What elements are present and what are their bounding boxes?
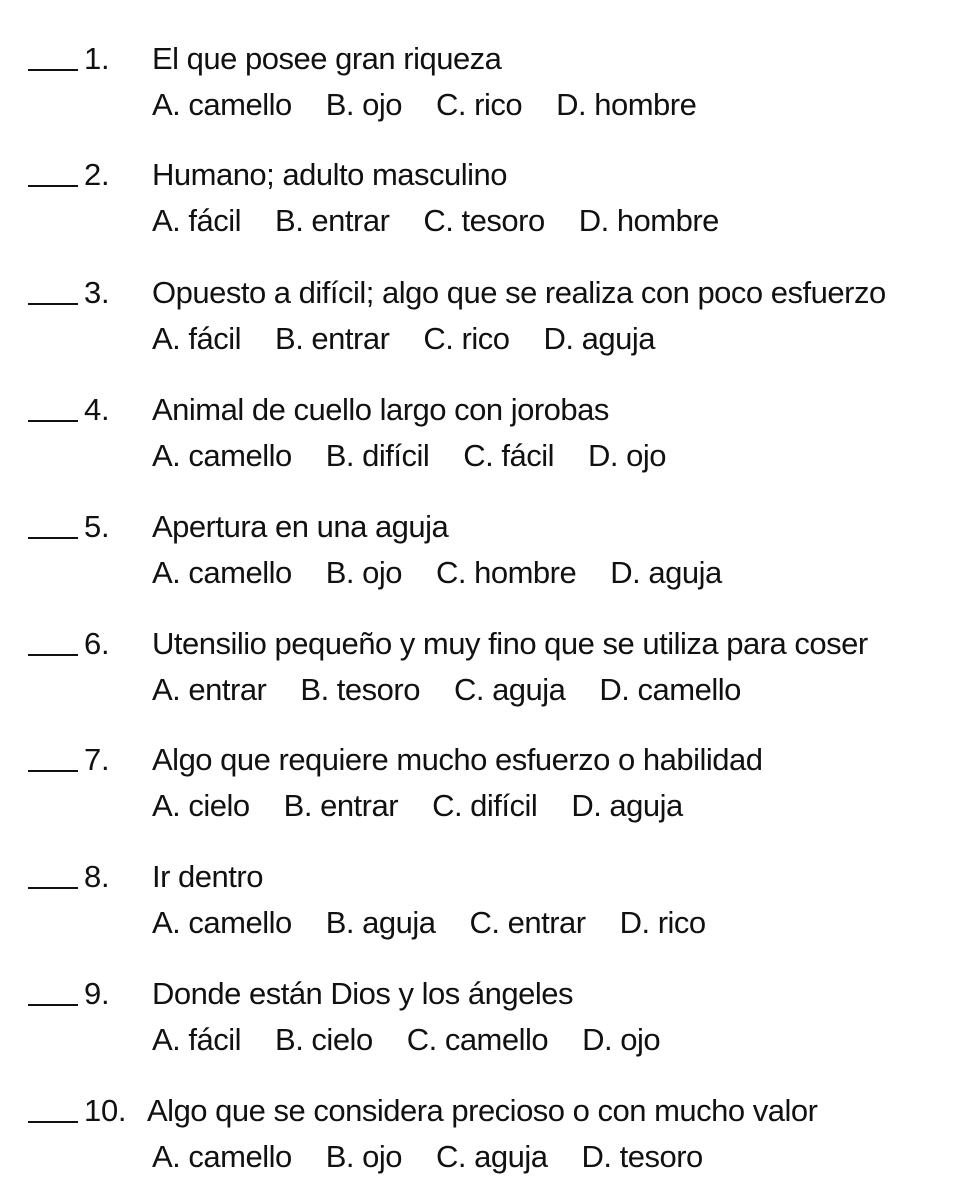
- question-number: 3.: [84, 275, 110, 310]
- question-number: 8.: [84, 859, 110, 894]
- option-b: B. ojo: [325, 555, 403, 590]
- question-number: 2.: [84, 157, 110, 192]
- option-a: A. camello: [152, 905, 292, 940]
- answer-blank[interactable]: [28, 185, 78, 187]
- answer-options: [152, 438, 666, 474]
- question-prompt: Algo que requiere mucho esfuerzo o habilidad: [152, 742, 763, 777]
- answer-options: [152, 203, 719, 239]
- option-b: B. entrar: [283, 788, 399, 823]
- option-a: A. camello: [152, 555, 292, 590]
- answer-options: [152, 1139, 703, 1175]
- option-c: C. rico: [436, 87, 523, 122]
- option-a: A. fácil: [152, 203, 242, 238]
- answer-options: [152, 87, 696, 123]
- option-b: B. tesoro: [300, 672, 420, 707]
- answer-options: [152, 555, 722, 591]
- question-item: [0, 41, 968, 147]
- answer-blank[interactable]: [28, 420, 78, 422]
- option-b: B. entrar: [275, 203, 390, 238]
- option-d: D. rico: [619, 905, 706, 940]
- question-number: 9.: [84, 976, 110, 1011]
- option-a: A. camello: [152, 1139, 292, 1174]
- option-c: C. aguja: [453, 672, 566, 707]
- option-b: B. aguja: [325, 905, 436, 940]
- question-item: [0, 157, 968, 263]
- question-number: 6.: [84, 626, 110, 661]
- answer-options: [152, 905, 706, 941]
- option-c: C. difícil: [432, 788, 538, 823]
- option-c: C. tesoro: [423, 203, 545, 238]
- question-prompt: Donde están Dios y los ángeles: [152, 976, 573, 1011]
- question-number: 1.: [84, 41, 110, 76]
- option-d: D. camello: [599, 672, 741, 707]
- question-number: 4.: [84, 392, 110, 427]
- option-c: C. rico: [423, 321, 510, 356]
- question-item: [0, 742, 968, 848]
- question-prompt: Animal de cuello largo con jorobas: [152, 392, 609, 427]
- question-item: [0, 392, 968, 498]
- question-item: [0, 626, 968, 732]
- option-d: D. hombre: [578, 203, 719, 238]
- option-a: A. entrar: [152, 672, 267, 707]
- option-b: B. ojo: [325, 1139, 403, 1174]
- question-prompt: Algo que se considera precioso o con mucho valor: [147, 1093, 818, 1128]
- option-b: B. difícil: [325, 438, 430, 473]
- question-item: [0, 859, 968, 965]
- option-d: D. aguja: [610, 555, 722, 590]
- answer-blank[interactable]: [28, 887, 78, 889]
- option-a: A. fácil: [152, 1022, 242, 1057]
- answer-blank[interactable]: [28, 1121, 78, 1123]
- question-prompt: Utensilio pequeño y muy fino que se utiliza para coser: [152, 626, 868, 661]
- option-a: A. camello: [152, 438, 292, 473]
- option-a: A. camello: [152, 87, 292, 122]
- option-c: C. hombre: [436, 555, 577, 590]
- option-a: A. fácil: [152, 321, 242, 356]
- question-prompt: El que posee gran riqueza: [152, 41, 502, 76]
- answer-blank[interactable]: [28, 654, 78, 656]
- question-item: [0, 509, 968, 615]
- answer-blank[interactable]: [28, 303, 78, 305]
- question-number: 10.: [84, 1093, 127, 1128]
- option-d: D. tesoro: [581, 1139, 703, 1174]
- answer-blank[interactable]: [28, 537, 78, 539]
- option-d: D. aguja: [543, 321, 655, 356]
- option-b: B. cielo: [275, 1022, 373, 1057]
- option-a: A. cielo: [152, 788, 250, 823]
- option-b: B. ojo: [325, 87, 403, 122]
- question-prompt: Apertura en una aguja: [152, 509, 449, 544]
- option-d: D. aguja: [571, 788, 683, 823]
- answer-blank[interactable]: [28, 770, 78, 772]
- option-d: D. hombre: [556, 87, 697, 122]
- answer-options: [152, 321, 655, 357]
- question-number: 5.: [84, 509, 110, 544]
- option-c: C. fácil: [463, 438, 555, 473]
- option-c: C. entrar: [469, 905, 586, 940]
- question-prompt: Ir dentro: [152, 859, 263, 894]
- answer-options: [152, 672, 741, 708]
- answer-options: [152, 1022, 660, 1058]
- option-d: D. ojo: [588, 438, 666, 473]
- option-b: B. entrar: [275, 321, 390, 356]
- question-prompt: Humano; adulto masculino: [152, 157, 508, 192]
- answer-blank[interactable]: [28, 1004, 78, 1006]
- question-number: 7.: [84, 742, 110, 777]
- option-d: D. ojo: [582, 1022, 661, 1057]
- option-c: C. aguja: [436, 1139, 548, 1174]
- question-item: [0, 976, 968, 1082]
- question-item: [0, 1093, 968, 1199]
- question-prompt: Opuesto a difícil; algo que se realiza con poco esfuerzo: [152, 275, 886, 310]
- question-item: [0, 275, 968, 381]
- option-c: C. camello: [406, 1022, 549, 1057]
- answer-blank[interactable]: [28, 69, 78, 71]
- answer-options: [152, 788, 683, 824]
